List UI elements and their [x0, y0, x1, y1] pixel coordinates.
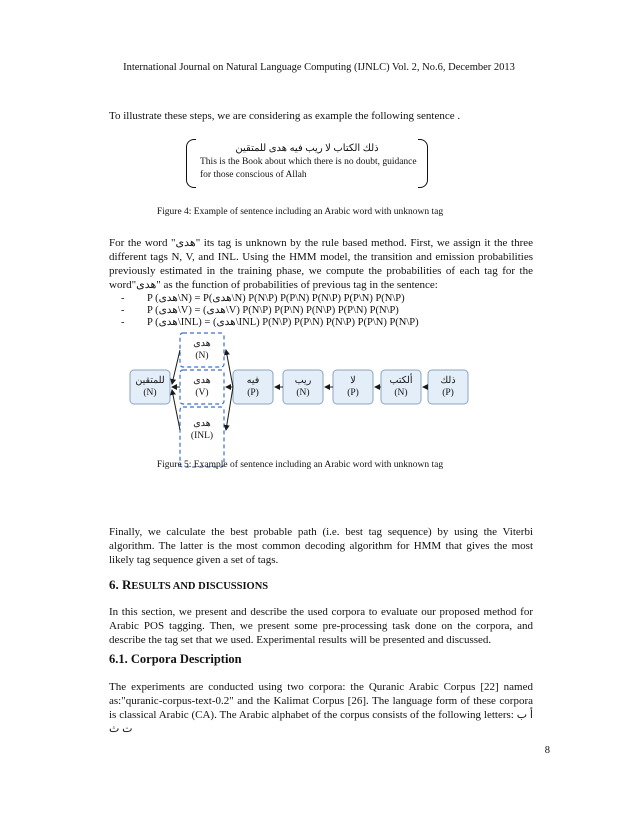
example-arabic-sentence: ذلك الكتاب لا ريب فيه هدى للمتقين: [235, 143, 379, 154]
section-6-1-heading: 6.1. Corpora Description: [109, 652, 242, 666]
page-number: 8: [544, 745, 550, 756]
node-dhalika: ذلك (P): [440, 376, 456, 398]
word-tag-paragraph: For the word "هدى" its tag is unknown by the rule based method. First, we assign it the three different tags N, V, and INL. Using the HMM model, the transition and emission probabilities previously estimated in the training phase, we compute the probabilities of each tag for the word"هدى" as the function of probabilities of previous tag in the sentence:: [109, 237, 533, 291]
probability-item: - P (هدى\V) = (هدى\V) P(N\P) P(P\N) P(N\P) P(P\N) P(N\P): [121, 305, 399, 316]
viterbi-paragraph: Finally, we calculate the best probable path (i.e. best tag sequence) by using the Viterbi algorithm. The latter is the most common decoding algorithm for HMM that gives the most likely tag sequence given a set of tags.: [109, 526, 533, 566]
figure-4-caption: Figure 4: Example of sentence including an Arabic word with unknown tag: [156, 207, 444, 217]
node-rayb: ريب (N): [294, 376, 312, 398]
arrow: [172, 350, 180, 384]
section-6-heading: 6. RESULTS AND DISCUSSIONS: [109, 577, 269, 592]
arrow: [172, 390, 180, 430]
arrow: [226, 350, 233, 387]
arrow: [226, 387, 233, 430]
node-huda-inl: هدى (INL): [190, 419, 214, 441]
corpora-paragraph: The experiments are conducted using two corpora: the Quranic Arabic Corpus [22] named as:"quranic-corpus-text-0.2" and the Kalimat Corpus [26]. The language form of these corpora is classical Arabic (CA). The Arabic alphabet of the corpus consists of the following letters: أ ب ت ث: [109, 681, 533, 735]
node-la: لا (P): [347, 376, 359, 398]
example-english-translation: This is the Book about which there is no doubt, guidance for those conscious of Allah: [200, 157, 417, 180]
node-huda-n: هدى (N): [193, 339, 211, 361]
probability-item: - P (هدى\INL) = (هدى\INL) P(N\P) P(P\N) P(N\P) P(P\N) P(N\P): [121, 317, 419, 328]
journal-header: International Journal on Natural Language Computing (IJNLC) Vol. 2, No.6, December 2013: [123, 62, 515, 73]
node-kitab: ألكتب (N): [389, 376, 413, 398]
results-paragraph: In this section, we present and describe the used corpora to evaluate our proposed method for Arabic POS tagging. Then, we present some pre-processing task done on the corpora, and describe the tag set that we used. Experimental results will be presented and discussed.: [109, 606, 533, 646]
node-lilmuttaqin: للمتقين (N): [135, 376, 165, 398]
figure-5-caption: Figure 5: Example of sentence including an Arabic word with unknown tag: [156, 460, 444, 470]
intro-paragraph: To illustrate these steps, we are considering as example the following sentence .: [109, 110, 461, 122]
probability-item: - P (هدى\N) = P(هدى\N) P(N\P) P(P\N) P(N\P) P(P\N) P(N\P): [121, 293, 405, 304]
node-fihi: فيه (P): [246, 376, 260, 398]
node-huda-v: هدى (V): [193, 376, 211, 398]
